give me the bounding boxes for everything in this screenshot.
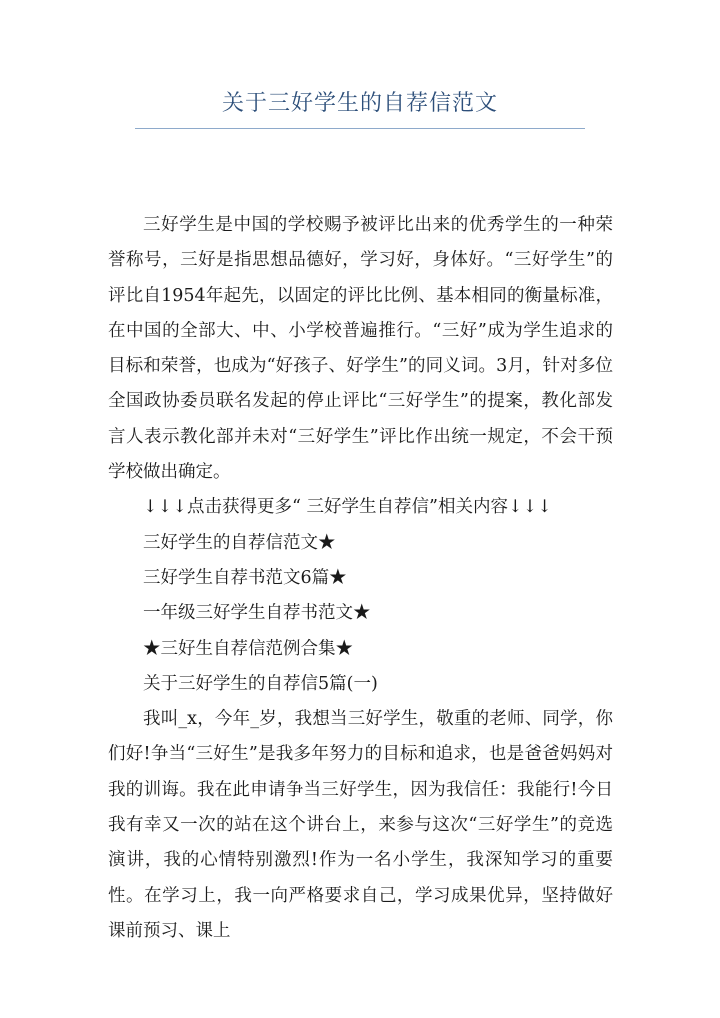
title-divider [135, 128, 585, 129]
more-content-prompt: ↓↓↓点击获得更多“ 三好学生自荐信”相关内容↓↓↓ [143, 497, 552, 518]
related-links-list [108, 526, 613, 667]
document-body [108, 208, 613, 949]
related-link[interactable]: ★三好生自荐信范例合集★ [143, 638, 353, 659]
document-title: 关于三好学生的自荐信范文 [221, 91, 498, 116]
section-heading: 关于三好学生的自荐信5篇(一) [143, 673, 378, 694]
related-link[interactable]: 三好学生自荐书范文6篇★ [143, 567, 347, 588]
intro-paragraph: 三好学生是中国的学校赐予被评比出来的优秀学生的一种荣誉称号，三好是指思想品德好，学习好，身体好。“三好学生”的评比自1954年起先，以固定的评比比例、基本相同的衡量标准，在中国的全部大、中、小学校普遍推行。“三好”成为学生追求的目标和荣誉，也成为“好孩子、好学生”的同义词。3月，针对多位全国政协委员联名发起的停止评比“三好学生”的提案，教化部发言人表示教化部并未对“三好学生”评比作出统一规定，不会干预学校做出确定。 [108, 215, 613, 483]
related-link[interactable]: 三好学生的自荐信范文★ [143, 532, 336, 553]
related-link[interactable]: 一年级三好学生自荐书范文★ [143, 603, 371, 624]
letter-paragraph: 我叫_x，今年_岁，我想当三好学生，敬重的老师、同学，你们好!争当“三好生”是我多年努力的目标和追求，也是爸爸妈妈对我的训诲。我在此申请争当三好学生，因为我信任：我能行!今日我有幸又一次的站在这个讲台上，来参与这次“三好学生”的竞选演讲，我的心情特别激烈!作为一名小学生，我深知学习的重要性。在学习上，我一向严格要求自己，学习成果优异，坚持做好课前预习、课上 [108, 709, 613, 941]
